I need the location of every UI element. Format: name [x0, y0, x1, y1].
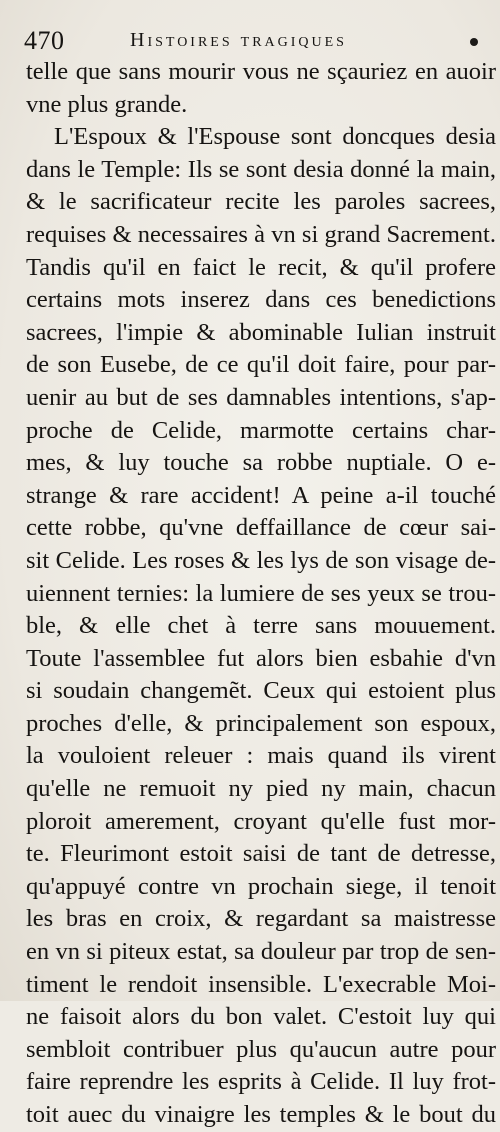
- body-text: [26, 56, 496, 1132]
- text-line: strange & rare accident! A peine a-il touché: [26, 481, 496, 509]
- text-line: mes, & luy touche sa robbe nuptiale. O e-: [26, 449, 496, 477]
- text-line: proches d'elle, & principalement son espoux,: [26, 709, 496, 737]
- text-line: proche de Celide, marmotte certains char-: [26, 416, 496, 444]
- text-line: requises & necessaires à vn si grand Sacrement.: [26, 220, 496, 248]
- ink-dot-ornament: [470, 38, 478, 46]
- text-line: qu'appuyé contre vn prochain siege, il tenoit: [26, 872, 496, 900]
- text-line: sembloit contribuer plus qu'aucun autre pour: [26, 1035, 496, 1063]
- text-line: uenir au but de ses damnables intentions, s'ap-: [26, 383, 496, 411]
- text-line: ble, & elle chet à terre sans mouuement.: [26, 612, 496, 640]
- text-line: dans le Temple: Ils se sont desia donné la main,: [26, 155, 496, 183]
- text-line: sacrees, l'impie & abominable Iulian instruit: [26, 318, 496, 346]
- page-number: 470: [24, 26, 65, 55]
- text-line: vne plus grande.: [26, 90, 188, 118]
- text-line: ne faisoit alors du bon valet. C'estoit luy qui: [26, 1003, 496, 1031]
- text-line: te. Fleurimont estoit saisi de tant de detresse,: [26, 840, 496, 868]
- text-line: telle que sans mourir vous ne sçauriez en auoir: [26, 58, 496, 85]
- text-line: les bras en croix, & regardant sa maistresse: [26, 905, 496, 933]
- text-line: Toute l'assemblee fut alors bien esbahie d'vn: [26, 644, 496, 672]
- text-line: sit Celide. Les roses & les lys de son visage de-: [26, 546, 496, 574]
- text-line: timent le rendoit insensible. L'execrable Moi-: [26, 970, 496, 998]
- text-line: certains mots inserez dans ces benedictions: [26, 286, 496, 314]
- paragraph-first-line: L'Espoux & l'Espouse sont doncques desia: [54, 123, 496, 151]
- text-line: toit auec du vinaigre les temples & le bout du: [26, 1101, 496, 1128]
- text-line: la vouloient releuer : mais quand ils virent: [26, 742, 496, 770]
- page-header: [22, 22, 492, 56]
- running-title: Histoires tragiques: [130, 29, 347, 51]
- text-line: & le sacrificateur recite les paroles sacrees,: [26, 188, 496, 216]
- text-line: cette robbe, qu'vne deffaillance de cœur sai-: [26, 514, 496, 542]
- text-line: uiennent ternies: la lumiere de ses yeux se trou-: [26, 579, 496, 607]
- text-line: si soudain changemẽt. Ceux qui estoient plus: [26, 677, 496, 705]
- text-line: Tandis qu'il en faict le recit, & qu'il profere: [26, 253, 496, 281]
- text-line: faire reprendre les esprits à Celide. Il luy frot-: [26, 1068, 496, 1096]
- text-line: ploroit amerement, croyant qu'elle fust mor-: [26, 807, 496, 835]
- text-line: en vn si piteux estat, sa douleur par trop de sen-: [26, 938, 496, 966]
- text-line: qu'elle ne remuoit ny pied ny main, chacun: [26, 775, 496, 803]
- text-line: de son Eusebe, de ce qu'il doit faire, pour par-: [26, 351, 496, 379]
